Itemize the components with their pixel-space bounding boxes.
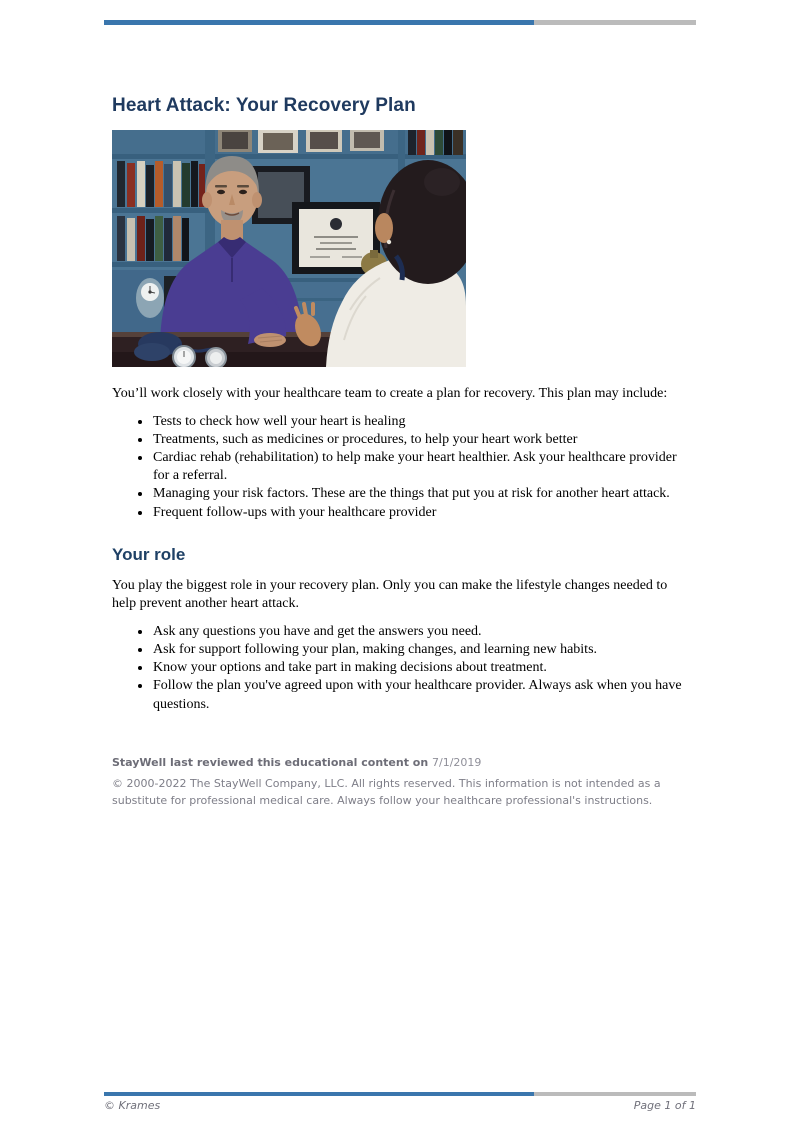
list-item: • Frequent follow-ups with your healthcare provider	[152, 504, 690, 522]
your-role-list	[112, 623, 690, 714]
top-accent-rule	[104, 20, 696, 25]
photo-illustration	[112, 130, 466, 367]
list-item: • Ask any questions you have and get the answers you need.	[152, 623, 690, 641]
list-item: • Know your options and take part in making decisions about treatment.	[152, 659, 690, 677]
review-line	[112, 754, 690, 771]
footer-brand: © Krames	[104, 1099, 161, 1112]
review-date: 7/1/2019	[432, 755, 482, 769]
footer-page-number: Page 1 of 1	[633, 1099, 696, 1112]
copyright-text: © 2000-2022 The StayWell Company, LLC. All rights reserved. This information is not intended as a substitute for professional medical care. Always follow your healthcare professional's instructions.	[112, 776, 661, 807]
list-item: • Cardiac rehab (rehabilitation) to help make your heart healthier. Ask your healthcare provider for a referral.	[152, 449, 690, 485]
list-item: • Follow the plan you've agreed upon with your healthcare provider. Always ask when you have questions.	[152, 677, 690, 713]
top-rule-blue-segment	[104, 20, 534, 25]
page-footer	[104, 1099, 696, 1112]
intro-paragraph: You’ll work closely with your healthcare team to create a plan for recovery. This plan may include:	[112, 386, 668, 401]
your-role-heading: Your role	[112, 544, 186, 564]
patient-consultation-photo	[112, 130, 466, 367]
list-item: • Treatments, such as medicines or procedures, to help your heart work better	[152, 431, 690, 449]
your-role-paragraph: You play the biggest role in your recovery plan. Only you can make the lifestyle changes needed to help prevent another heart attack.	[112, 577, 668, 612]
review-label: StayWell last reviewed this educational content on	[112, 755, 432, 769]
bottom-rule-blue-segment	[104, 1092, 534, 1096]
document-content	[112, 95, 690, 809]
list-item: • Tests to check how well your heart is healing	[152, 413, 690, 431]
top-rule-gray-segment	[534, 20, 696, 25]
recovery-plan-list	[112, 413, 690, 522]
list-item: • Managing your risk factors. These are the things that put you at risk for another heart attack.	[152, 485, 690, 503]
page-title: Heart Attack: Your Recovery Plan	[112, 95, 416, 116]
list-item: • Ask for support following your plan, making changes, and learning new habits.	[152, 641, 690, 659]
bottom-accent-rule	[104, 1092, 696, 1096]
bottom-rule-gray-segment	[534, 1092, 696, 1096]
